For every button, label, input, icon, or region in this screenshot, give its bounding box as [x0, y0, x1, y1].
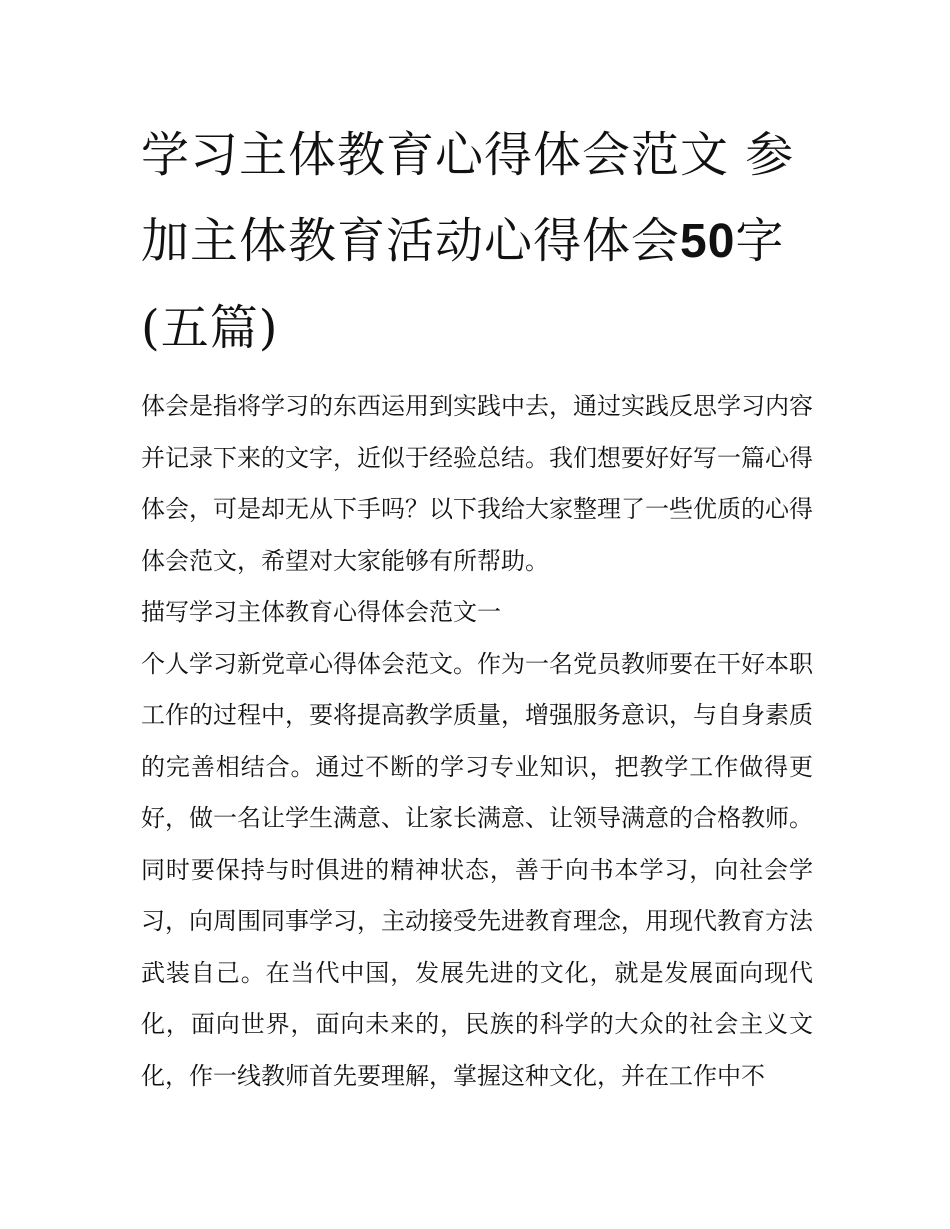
title-number: 50 [680, 215, 736, 268]
document-title [141, 112, 813, 371]
body-paragraph: 同时要保持与时俱进的精神状态，善于向书本学习，向社会学习，向周围同事学习，主动接受先进教育理念，用现代教育方法武装自己。在当代中国，发展先进的文化，就是发展面向现代化，面向世界，面向未来的，民族的科学的大众的社会主义文化，作一线教师首先要理解，掌握这种文化，并在工作中不 [141, 855, 813, 1090]
intro-paragraph: 体会是指将学习的东西运用到实践中去，通过实践反思学习内容并记录下来的文字，近似于经验总结。我们想要好好写一篇心得体会，可是却无从下手吗？以下我给大家整理了一些优质的心得体会范文，希望对大家能够有所帮助。 [141, 392, 813, 575]
document-page [141, 112, 813, 1102]
section-heading: 描写学习主体教育心得体会范文一 [141, 598, 501, 626]
title-text-part1: 学习主体教育心得体会范文 参加主体教育活动心得体会 [141, 127, 795, 269]
body-paragraph: 个人学习新党章心得体会范文。作为一名党员教师要在干好本职工作的过程中，要将提高教学质量，增强服务意识，与自身素质的完善相结合。通过不断的学习专业知识，把教学工作做得更好，做一名让学生满意、让家长满意、让领导满意的合格教师。 [141, 649, 813, 832]
title-text-part2: 字(五篇) [141, 213, 785, 356]
